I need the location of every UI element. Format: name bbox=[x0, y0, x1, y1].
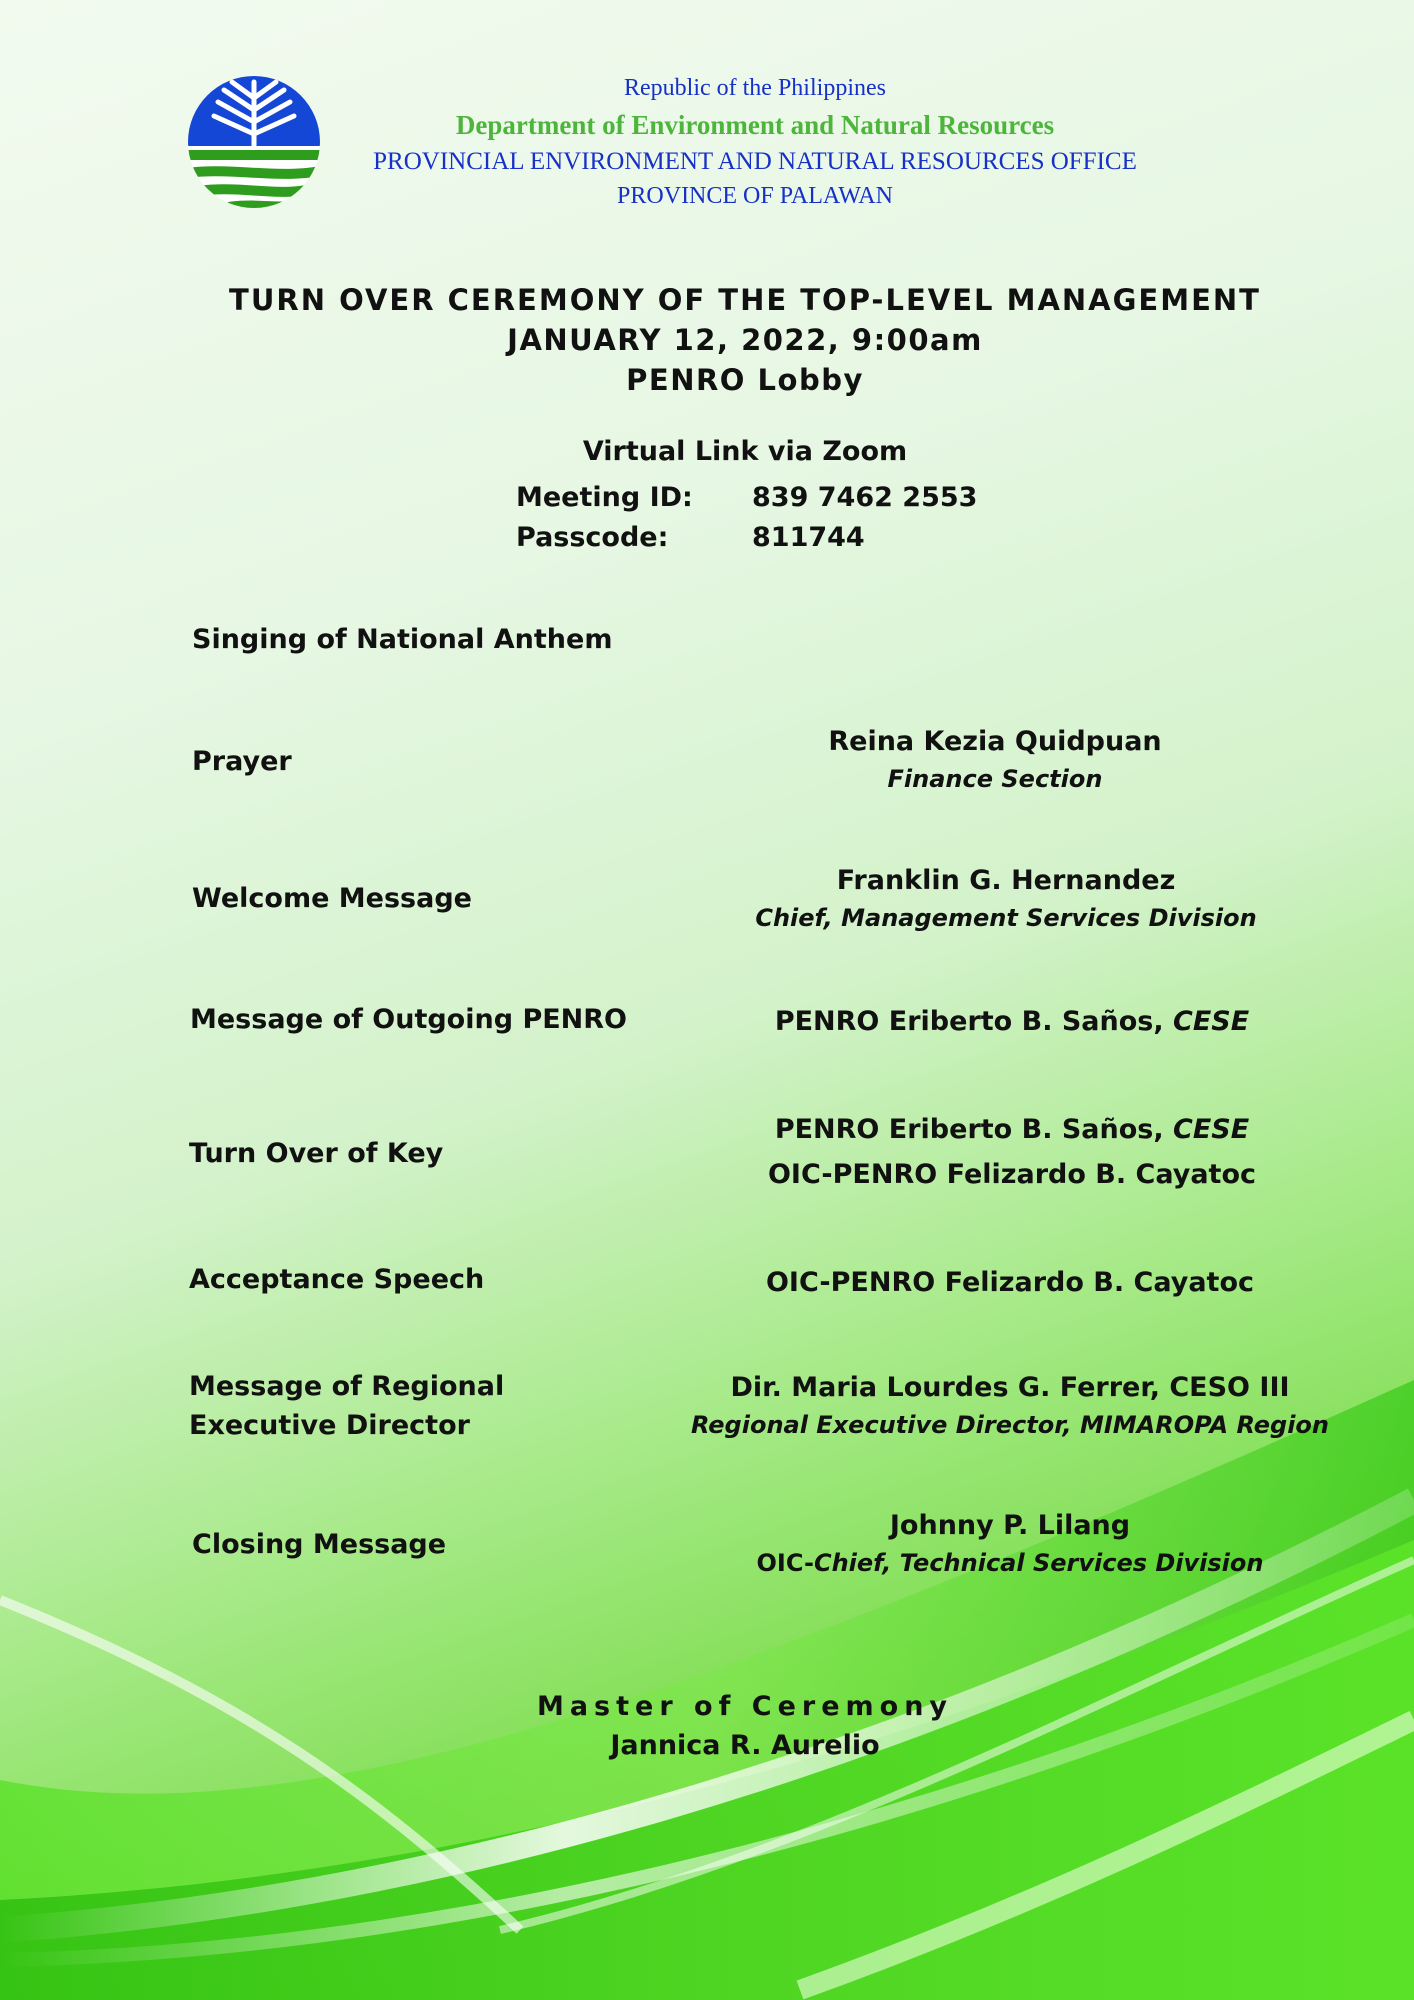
province-name: PROVINCE OF PALAWAN bbox=[617, 183, 893, 209]
letterhead bbox=[340, 70, 1170, 213]
program-item-label: Closing Message bbox=[192, 1529, 447, 1560]
program-item-speaker bbox=[645, 723, 1345, 798]
speaker-name: Johnny P. Lilang bbox=[889, 1510, 1131, 1541]
speaker-name: PENRO Eriberto B. Saños, bbox=[774, 1114, 1164, 1145]
program-item-label-line-1: Message of Regional bbox=[189, 1371, 505, 1402]
program-item-speaker bbox=[662, 1107, 1362, 1197]
meeting-id-label: Meeting ID: bbox=[516, 482, 693, 513]
master-of-ceremony bbox=[200, 1688, 1290, 1766]
department-name: Department of Environment and Natural Resources bbox=[455, 110, 1055, 140]
speaker-role-prefix: OIC- bbox=[756, 1549, 814, 1577]
speaker-name-line bbox=[662, 1107, 1362, 1152]
program-item-speaker bbox=[656, 862, 1356, 937]
speaker-role-line bbox=[660, 1545, 1360, 1582]
passcode-label: Passcode: bbox=[516, 522, 669, 553]
speaker-role: Regional Executive Director, MIMAROPA Region bbox=[690, 1411, 1329, 1439]
program-item-speaker bbox=[660, 1507, 1360, 1582]
program-item-speaker bbox=[660, 1369, 1360, 1444]
speaker-suffix: CESE bbox=[1173, 1006, 1250, 1037]
speaker-role: Chief, Technical Services Division bbox=[813, 1549, 1264, 1577]
speaker-name-2: OIC-PENRO Felizardo B. Cayatoc bbox=[767, 1159, 1257, 1190]
event-venue: PENRO Lobby bbox=[626, 363, 864, 397]
speaker-name: Reina Kezia Quidpuan bbox=[828, 726, 1162, 757]
program-item-label: Turn Over of Key bbox=[189, 1138, 444, 1169]
program-item-speaker bbox=[662, 1003, 1362, 1041]
republic-line: Republic of the Philippines bbox=[624, 75, 886, 101]
meeting-id-row bbox=[516, 478, 977, 518]
speaker-name-line bbox=[662, 1003, 1362, 1041]
speaker-name: PENRO Eriberto B. Saños, bbox=[774, 1006, 1164, 1037]
speaker-name: OIC-PENRO Felizardo B. Cayatoc bbox=[765, 1267, 1255, 1298]
event-date: JANUARY 12, 2022, 9:00am bbox=[507, 323, 983, 357]
event-title: TURN OVER CEREMONY OF THE TOP-LEVEL MANAGEMENT bbox=[229, 283, 1261, 317]
mc-title: Master of Ceremony bbox=[536, 1691, 954, 1722]
speaker-role: Chief, Management Services Division bbox=[755, 904, 1257, 932]
passcode-value: 811744 bbox=[752, 522, 865, 553]
speaker-role: Finance Section bbox=[887, 765, 1103, 793]
program-item-speaker bbox=[660, 1264, 1360, 1302]
event-header bbox=[200, 280, 1290, 400]
office-name: PROVINCIAL ENVIRONMENT AND NATURAL RESOURCES OFFICE bbox=[373, 148, 1137, 175]
denr-logo-icon bbox=[188, 76, 320, 208]
program-item-label: Message of Outgoing PENRO bbox=[190, 1004, 628, 1035]
passcode-row bbox=[516, 518, 865, 558]
speaker-name: Dir. Maria Lourdes G. Ferrer, CESO III bbox=[730, 1372, 1290, 1403]
mc-name: Jannica R. Aurelio bbox=[610, 1730, 880, 1761]
speaker-suffix: CESE bbox=[1173, 1114, 1250, 1145]
program-item-label-line-2: Executive Director bbox=[189, 1410, 470, 1441]
program-item-label: Prayer bbox=[192, 746, 292, 777]
zoom-heading: Virtual Link via Zoom bbox=[582, 436, 908, 467]
program-item-label: Singing of National Anthem bbox=[192, 624, 613, 655]
meeting-id-value: 839 7462 2553 bbox=[752, 482, 978, 513]
program-item-label: Welcome Message bbox=[192, 883, 472, 914]
speaker-name: Franklin G. Hernandez bbox=[836, 865, 1176, 896]
program-item-label: Acceptance Speech bbox=[189, 1264, 485, 1295]
